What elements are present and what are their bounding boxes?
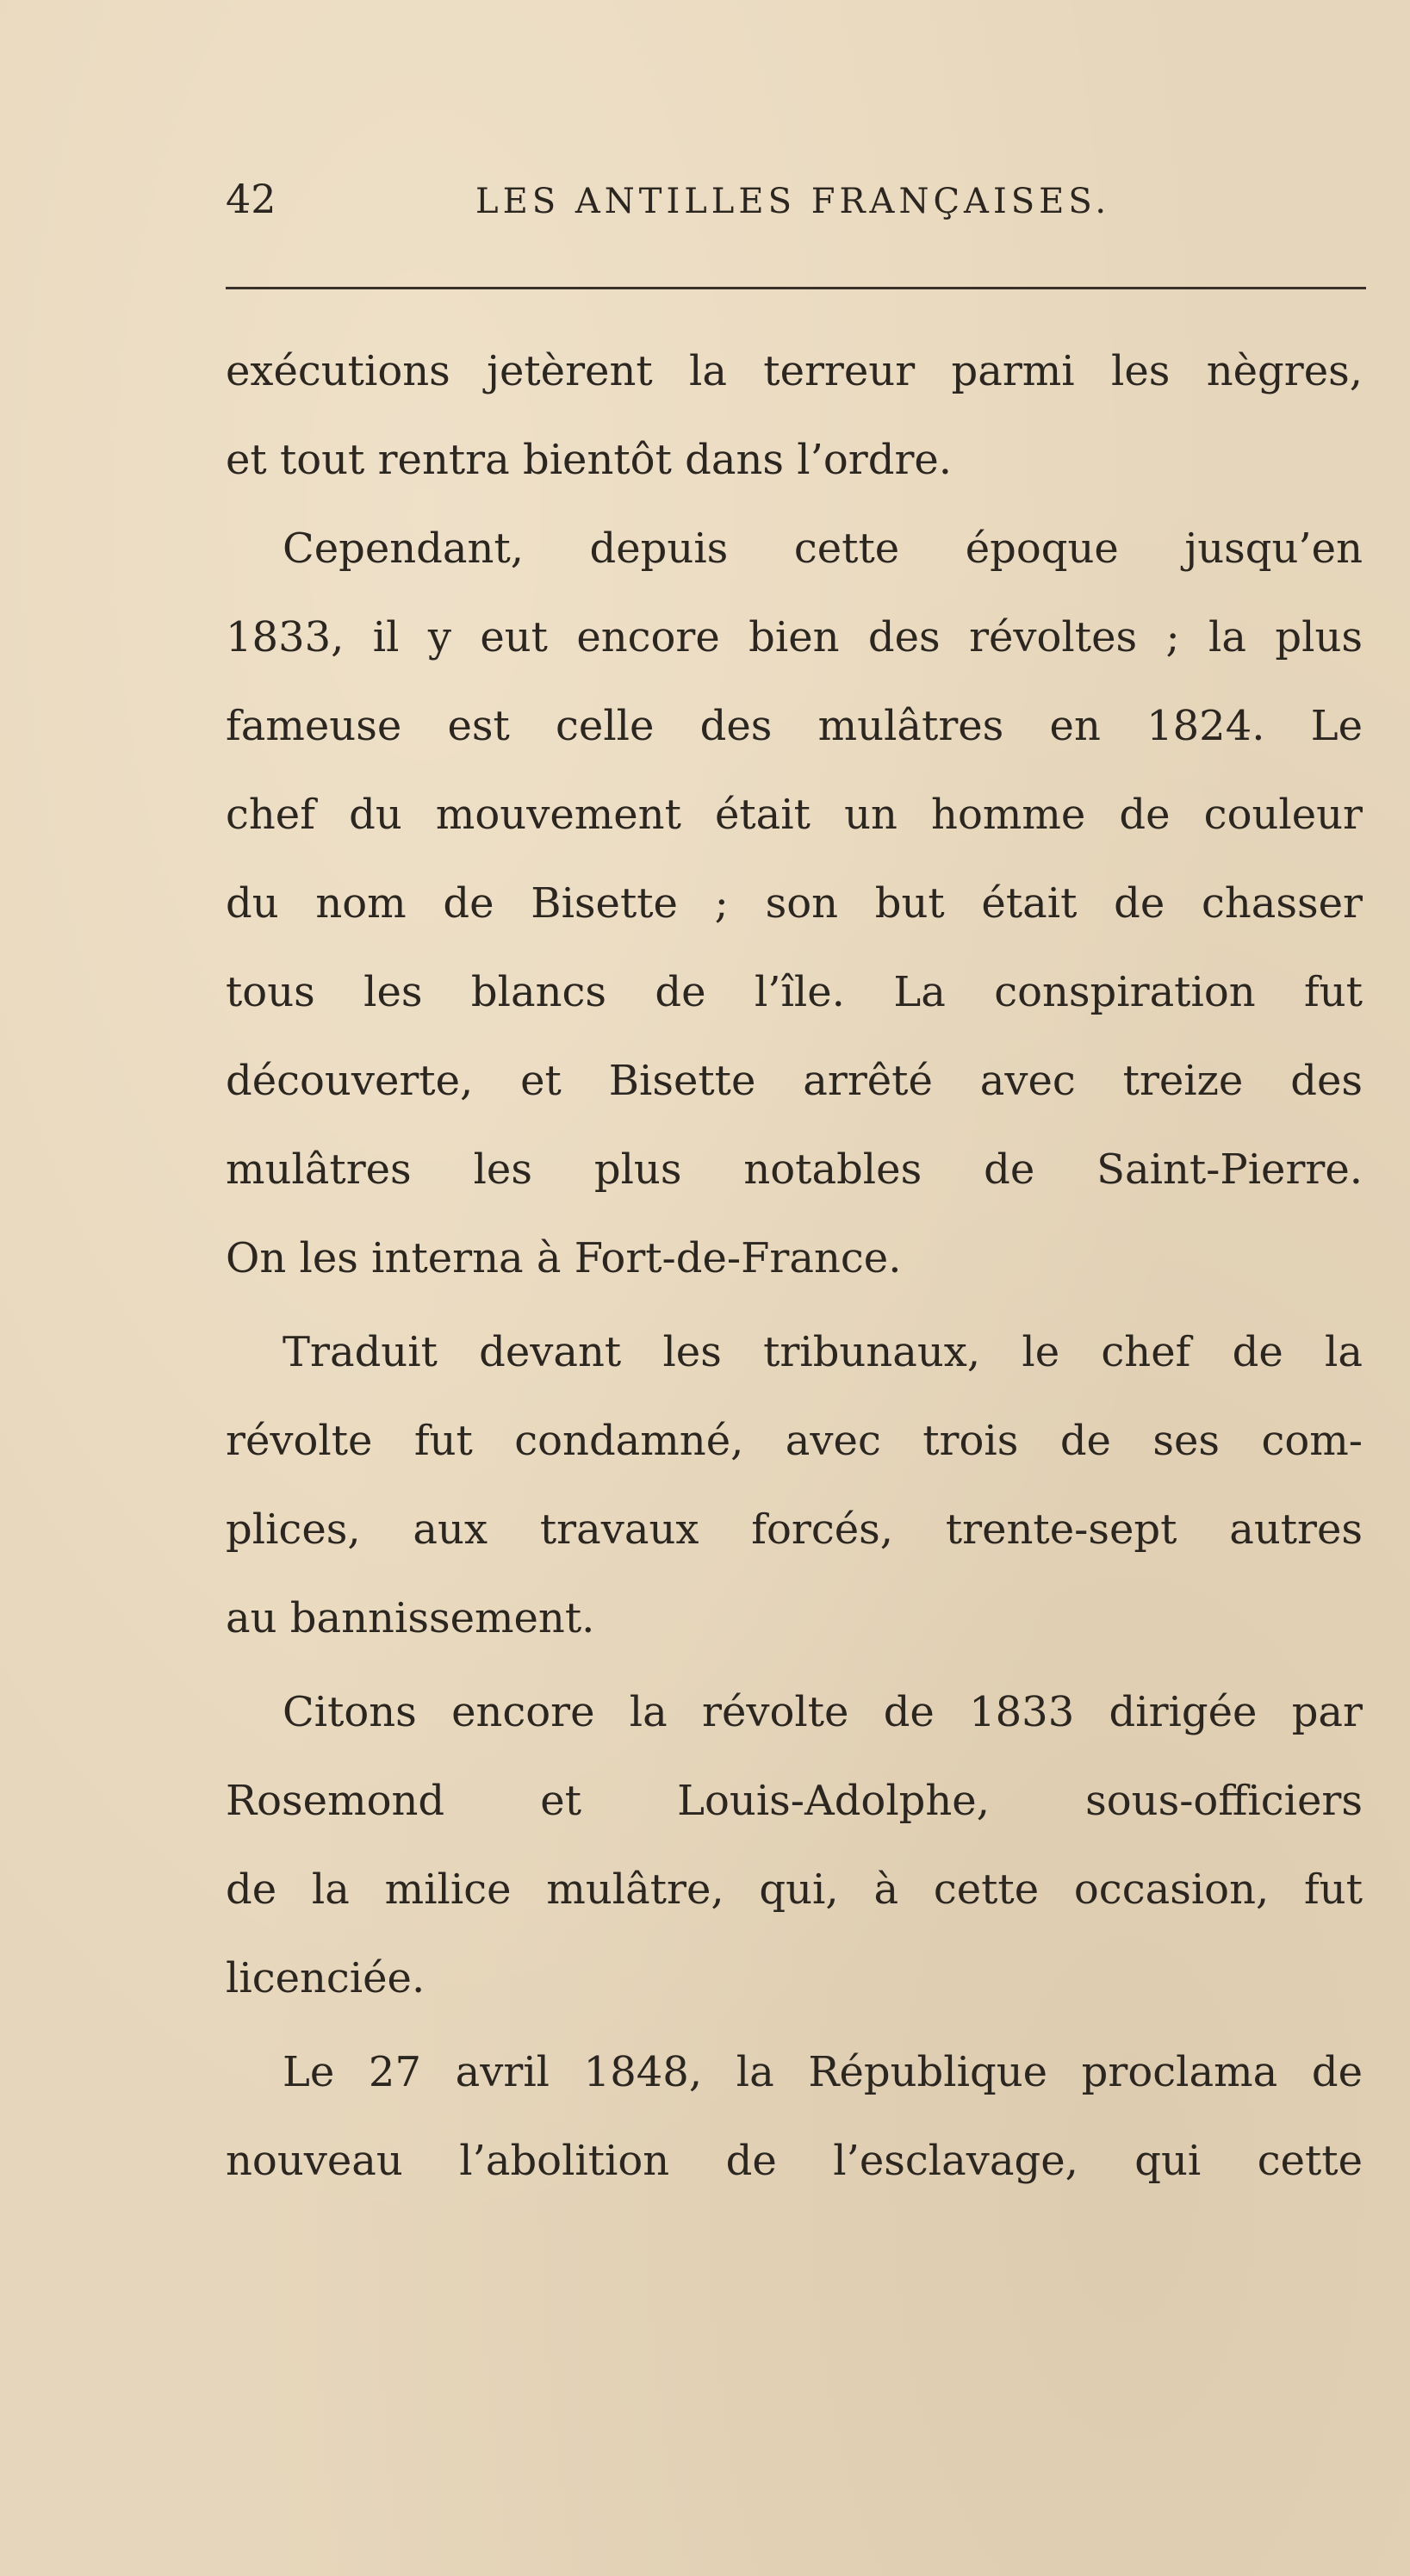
text-line: exécutions jetèrent la terreur parmi les nègres, — [226, 347, 1363, 395]
header-rule — [226, 287, 1366, 289]
text-line: Le 27 avril 1848, la République proclama de — [283, 2048, 1363, 2096]
text-line: Cependant, depuis cette époque jusqu’en — [283, 525, 1363, 573]
text-line: fameuse est celle des mulâtres en 1824. Le — [226, 702, 1363, 750]
text-line: de la milice mulâtre, qui, à cette occasion, fut — [226, 1865, 1363, 1914]
text-line: chef du mouvement était un homme de couleur — [226, 791, 1363, 839]
running-title: LES ANTILLES FRANÇAISES. — [475, 182, 1111, 221]
text-line: tous les blancs de l’île. La conspiration fut — [226, 968, 1363, 1016]
text-line: nouveau l’abolition de l’esclavage, qui cette — [226, 2137, 1363, 2185]
paragraph-2 — [226, 505, 1363, 1303]
paragraph-1 — [226, 327, 1363, 505]
text-line: et tout rentra bientôt dans l’ordre. — [226, 436, 953, 484]
paragraph-4 — [226, 1668, 1363, 2023]
text-line: On les interna à Fort-de-France. — [226, 1234, 902, 1282]
text-line: révolte fut condamné, avec trois de ses com- — [226, 1417, 1363, 1465]
page-header — [226, 169, 1363, 229]
paragraph-3 — [226, 1308, 1363, 1663]
text-line: Traduit devant les tribunaux, le chef de la — [283, 1328, 1363, 1376]
text-line: 1833, il y eut encore bien des révoltes ; la plus — [226, 613, 1363, 661]
text-line: Rosemond et Louis-Adolphe, sous-officiers — [226, 1777, 1363, 1825]
text-line: découverte, et Bisette arrêté avec treize des — [226, 1057, 1363, 1105]
text-line: mulâtres les plus notables de Saint-Pierre. — [226, 1145, 1363, 1194]
text-line: au bannissement. — [226, 1594, 595, 1642]
paragraph-5 — [226, 2028, 1363, 2206]
text-line: du nom de Bisette ; son but était de chasser — [226, 879, 1363, 928]
text-line: plices, aux travaux forcés, trente-sept autres — [226, 1505, 1363, 1554]
body-text — [226, 327, 1363, 2206]
page-number: 42 — [226, 176, 276, 222]
text-line: Citons encore la révolte de 1833 dirigée par — [283, 1688, 1363, 1736]
text-line: licenciée. — [226, 1954, 425, 2002]
